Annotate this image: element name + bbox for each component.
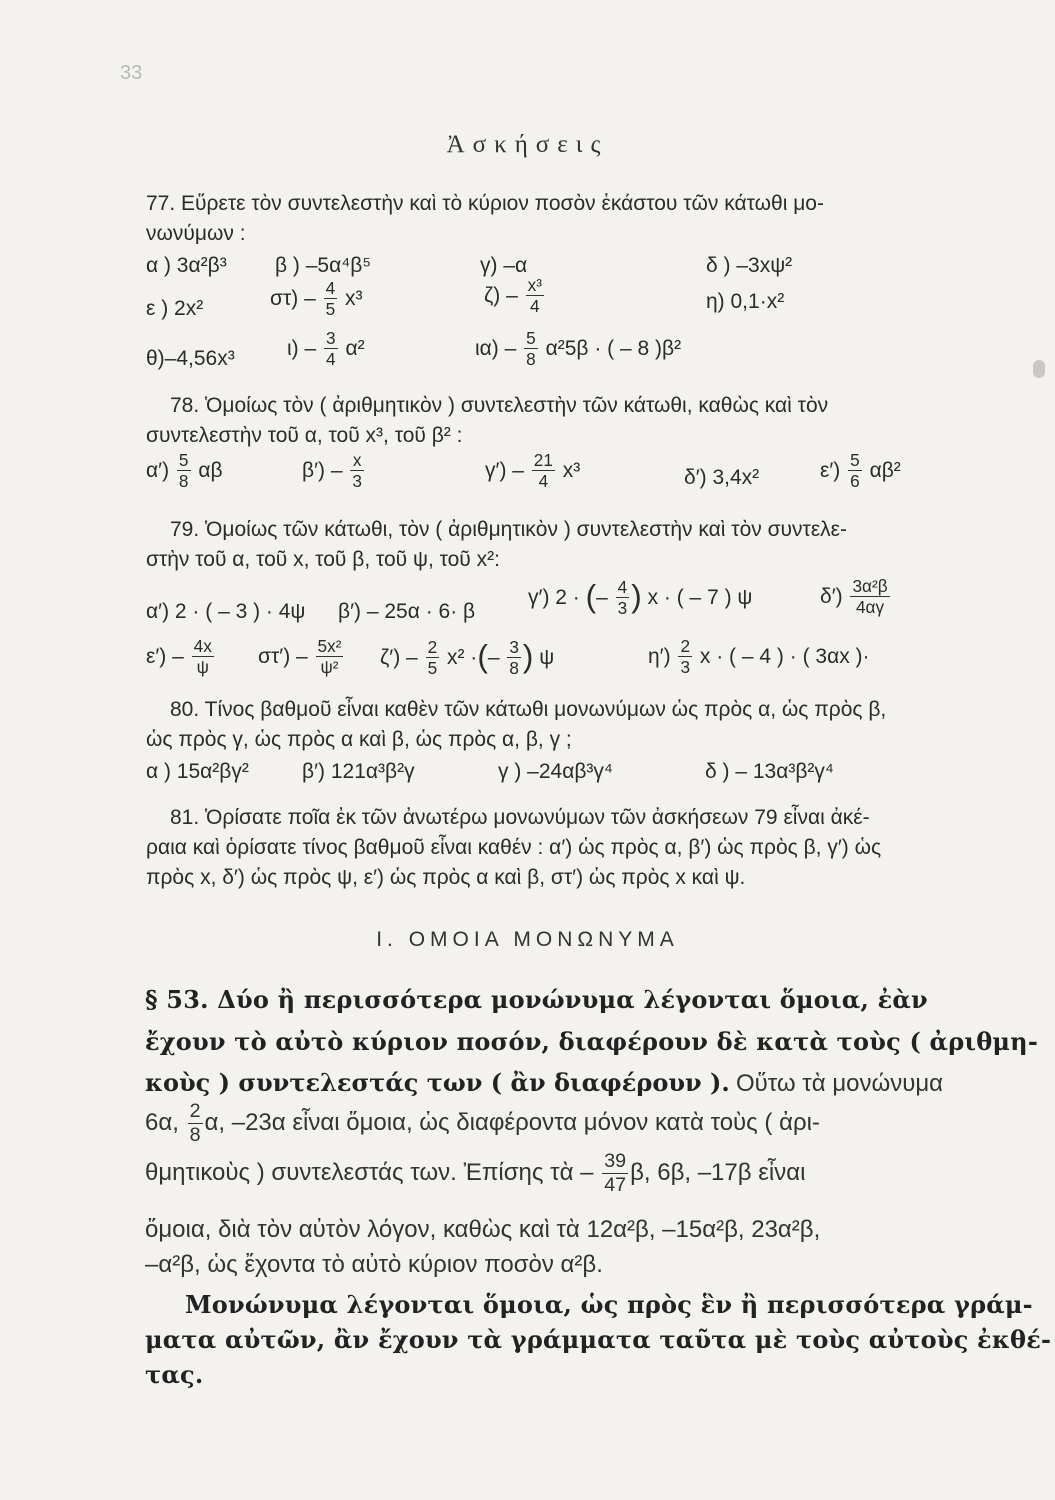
ex77-item-e: ε ) 2x² xyxy=(146,297,204,320)
ex77-item-h: η) 0,1·x² xyxy=(706,290,785,313)
ex78-item-a: α′) $\frac{5}{8}$ αβ xyxy=(146,450,223,492)
rule-line1: Μονώνυμα λέγονται ὅμοια, ὡς πρὸς ἓν ἢ περισσότερα γράμ- xyxy=(185,1290,1033,1319)
ex78-item-d: δ′) 3,4x² xyxy=(684,466,760,489)
page-number: 33 xyxy=(120,62,143,84)
ex79-item-a: α′) 2 · ( – 3 ) · 4ψ xyxy=(146,600,306,623)
ex78-item-e: ε′) $\frac{5}{6}$ αβ² xyxy=(820,450,901,492)
ex78-item-b: β′) – $\frac{x}{3}$ xyxy=(302,450,362,492)
ex80-text-line2: ὡς πρὸς γ, ὡς πρὸς α καὶ β, ὡς πρὸς α, β, γ ; xyxy=(146,728,572,751)
ex78-item-g: γ′) – $\frac{21}{4}$ x³ xyxy=(485,450,581,492)
ex77-item-g: γ) –α xyxy=(480,254,528,277)
para53-line3: κοὺς ) συντελεστάς των ( ἂν διαφέρουν ). Οὕτω τὰ μονώνυμα xyxy=(145,1068,944,1097)
ex77-text-line1: 77. Εὕρετε τὸν συντελεστὴν καὶ τὸ κύριον ποσὸν ἑκάστου τῶν κάτωθι μο- xyxy=(146,192,824,215)
para53-line7: –α²β, ὡς ἔχοντα τὸ αὐτὸ κύριον ποσὸν α²β. xyxy=(145,1251,603,1278)
rule-line3: τας. xyxy=(145,1360,204,1389)
rule-line2: ματα αὐτῶν, ἂν ἔχουν τὰ γράμματα ταῦτα μὲ τοὺς αὐτοὺς ἐκθέ- xyxy=(145,1325,1052,1354)
ex77-item-st: στ) – $\frac{4}{5}$ x³ xyxy=(270,278,363,320)
ex79-item-st: στ′) – $\frac{\text{5x²}}{\text{ψ²}}$ xyxy=(258,636,342,678)
binding-mark xyxy=(1033,360,1045,378)
ex79-item-g: γ′) 2 · (– $\frac{4}{3}$ ) x · ( – 7 ) ψ xyxy=(528,577,753,619)
ex78-text-line1: 78. Ὁμοίως τὸν ( ἀριθμητικὸν ) συντελεστὴν τῶν κάτωθι, καθὼς καὶ τὸν xyxy=(170,394,829,417)
ex77-item-a: α ) 3α²β³ xyxy=(146,254,227,277)
ex77-item-ia: ια) – $\frac{5}{8}$ α²5β · ( – 8 )β² xyxy=(475,328,682,370)
ex80-item-b: β′) 121α³β²γ xyxy=(302,760,415,783)
ex79-item-b: β′) – 25α · 6· β xyxy=(338,600,476,623)
ex81-text-line1: 81. Ὁρίσατε ποῖα ἐκ τῶν ἀνωτέρω μονωνύμων τῶν ἀσκήσεων 79 εἶναι ἀκέ- xyxy=(170,806,870,829)
para53-line1: § 53. Δύο ἢ περισσότερα μονώνυμα λέγονται ὅμοια, ἐὰν xyxy=(145,985,928,1014)
ex77-item-b: β ) –5α⁴β⁵ xyxy=(275,254,372,277)
ex79-text-line1: 79. Ὁμοίως τῶν κάτωθι, τὸν ( ἀριθμητικὸν ) συντελεστὴν καὶ τὸν συντελε- xyxy=(170,518,848,541)
para53-line2: ἔχουν τὸ αὐτὸ κύριον ποσόν, διαφέρουν δὲ κατὰ τοὺς ( ἀριθμη- xyxy=(145,1027,1038,1056)
ex79-item-h: η′) $\frac{2}{3}$ x · ( – 4 ) · ( 3αx )· xyxy=(648,636,870,678)
para53-line4: 6α, $\frac{2}{8}$ α, –23α εἶναι ὅμοια, ὡς διαφέροντα μόνον κατὰ τοὺς ( ἀρι- xyxy=(145,1100,820,1146)
ex80-text-line1: 80. Τίνος βαθμοῦ εἶναι καθὲν τῶν κάτωθι μονωνύμων ὡς πρὸς α, ὡς πρὸς β, xyxy=(170,698,887,721)
ex80-item-a: α ) 15α²βγ² xyxy=(146,760,249,783)
ex77-item-d: δ ) –3xψ² xyxy=(706,254,793,277)
ex77-item-th: θ)–4,56x³ xyxy=(146,347,235,370)
ex77-text-line2: νωνύμων : xyxy=(146,222,246,245)
ex78-text-line2: συντελεστὴν τοῦ α, τοῦ x³, τοῦ β² : xyxy=(146,424,463,447)
para53-line6: ὅμοια, διὰ τὸν αὐτὸν λόγον, καθὼς καὶ τὰ 12α²β, –15α²β, 23α²β, xyxy=(145,1216,821,1243)
ex79-item-d: δ′) $\frac{\text{3α²β}}{4\alpha\gamma}$ xyxy=(820,576,888,618)
para53-line5: θμητικοὺς ) συντελεστάς των. Ἐπίσης τὰ – $\frac{39}{47}$ β, 6β, –17β εἶναι xyxy=(145,1150,806,1196)
ex77-item-i: ι) – $\frac{3}{4}$ α² xyxy=(287,328,365,370)
ex80-item-g: γ ) –24αβ³γ⁴ xyxy=(498,760,613,783)
ex79-text-line2: στὴν τοῦ α, τοῦ x, τοῦ β, τοῦ ψ, τοῦ x²: xyxy=(146,548,500,571)
ex79-item-e: ε′) – $\frac{4x}{\psi}$ xyxy=(146,636,212,678)
ex81-text-line3: πρὸς x, δ′) ὡς πρὸς ψ, ε′) ὡς πρὸς α καὶ β, στ′) ὡς πρὸς x καὶ ψ. xyxy=(146,866,746,889)
ex81-text-line2: ραια καὶ ὁρίσατε τίνος βαθμοῦ εἶναι καθέν : α′) ὡς πρὸς α, β′) ὡς πρὸς β, γ′) ὡς xyxy=(146,836,882,859)
ex79-item-z: ζ′) – $\frac{2}{5}$ x² ·(– $\frac{3}{8}$ ) ψ xyxy=(380,637,555,679)
exercises-title: Ἀσκήσεις xyxy=(446,131,609,158)
ex80-item-d: δ ) – 13α³β²γ⁴ xyxy=(705,760,834,783)
ex77-item-z: ζ) – $\frac{\text{x³}}{4}$ xyxy=(484,275,542,317)
section-heading: Ι. ΟΜΟΙΑ ΜΟΝΩΝΥΜΑ xyxy=(376,928,679,951)
